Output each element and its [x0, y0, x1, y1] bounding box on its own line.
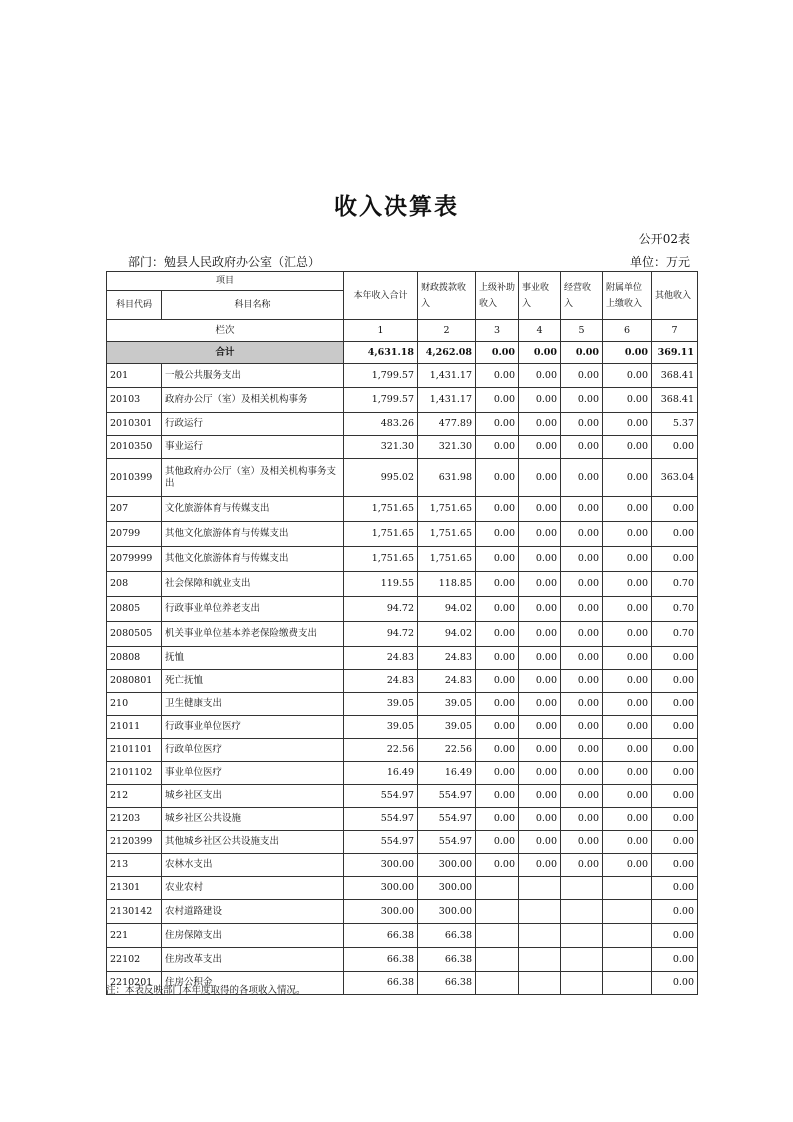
amount-cell: 0.00: [476, 739, 519, 762]
subject-name: 政府办公厅（室）及相关机构事务: [162, 388, 344, 413]
total-label: 合计: [107, 342, 344, 364]
amount-cell: 300.00: [418, 900, 476, 924]
amount-cell: 0.00: [519, 622, 561, 647]
amount-cell: 0.00: [652, 972, 698, 995]
amount-cell: 0.00: [652, 831, 698, 854]
amount-cell: 0.00: [603, 785, 652, 808]
subject-name: 住房公积金: [162, 972, 344, 995]
amount-cell: [561, 877, 603, 900]
table-row: [107, 785, 698, 808]
header-col4: 事业收入: [519, 272, 561, 320]
subject-name: 城乡社区公共设施: [162, 808, 344, 831]
amount-cell: 0.00: [652, 808, 698, 831]
amount-cell: 0.00: [561, 670, 603, 693]
amount-cell: 0.00: [603, 739, 652, 762]
amount-cell: [476, 877, 519, 900]
header-col2: 财政拨款收入: [418, 272, 476, 320]
amount-cell: 0.00: [603, 597, 652, 622]
amount-cell: 0.00: [476, 808, 519, 831]
amount-cell: 0.00: [603, 522, 652, 547]
amount-cell: 0.00: [519, 854, 561, 877]
amount-cell: 0.00: [476, 388, 519, 413]
total-value: 4,262.08: [418, 342, 476, 364]
total-value: 0.00: [561, 342, 603, 364]
amount-cell: 554.97: [344, 808, 418, 831]
amount-cell: 0.00: [561, 413, 603, 436]
amount-cell: 0.00: [561, 597, 603, 622]
amount-cell: 0.00: [603, 413, 652, 436]
amount-cell: 0.00: [519, 808, 561, 831]
amount-cell: 0.00: [603, 572, 652, 597]
amount-cell: 22.56: [344, 739, 418, 762]
lanci-label: 栏次: [107, 320, 344, 342]
amount-cell: 0.00: [652, 497, 698, 522]
amount-cell: 0.00: [476, 547, 519, 572]
amount-cell: 66.38: [418, 924, 476, 948]
amount-cell: 477.89: [418, 413, 476, 436]
amount-cell: 0.00: [652, 739, 698, 762]
amount-cell: 0.00: [603, 364, 652, 388]
amount-cell: 0.00: [519, 670, 561, 693]
lanci-1: 1: [344, 320, 418, 342]
amount-cell: 0.00: [652, 948, 698, 972]
amount-cell: 0.00: [652, 436, 698, 459]
page-title: 收入决算表: [334, 193, 459, 220]
amount-cell: 0.00: [561, 693, 603, 716]
total-value: 4,631.18: [344, 342, 418, 364]
amount-cell: [561, 924, 603, 948]
amount-cell: 300.00: [344, 854, 418, 877]
amount-cell: 66.38: [344, 924, 418, 948]
amount-cell: 0.00: [476, 762, 519, 785]
amount-cell: 0.00: [603, 854, 652, 877]
table-row: [107, 716, 698, 739]
amount-cell: 0.00: [476, 693, 519, 716]
amount-cell: 0.00: [476, 436, 519, 459]
table-row: [107, 547, 698, 572]
amount-cell: 0.00: [476, 670, 519, 693]
table-row: [107, 877, 698, 900]
amount-cell: 1,751.65: [344, 497, 418, 522]
amount-cell: 0.00: [476, 413, 519, 436]
subject-code: 2080505: [107, 622, 162, 647]
amount-cell: [476, 924, 519, 948]
subject-code: 210: [107, 693, 162, 716]
amount-cell: 0.00: [476, 716, 519, 739]
total-value: 0.00: [476, 342, 519, 364]
amount-cell: 0.00: [652, 785, 698, 808]
subject-name: 文化旅游体育与传媒支出: [162, 497, 344, 522]
subject-name: 抚恤: [162, 647, 344, 670]
amount-cell: 0.00: [603, 647, 652, 670]
amount-cell: 0.00: [603, 388, 652, 413]
subject-name: 一般公共服务支出: [162, 364, 344, 388]
table-number: 公开02表: [638, 232, 690, 246]
amount-cell: 0.00: [561, 854, 603, 877]
amount-cell: [603, 972, 652, 995]
subject-name: 其他城乡社区公共设施支出: [162, 831, 344, 854]
lanci-3: 3: [476, 320, 519, 342]
amount-cell: 0.00: [476, 831, 519, 854]
amount-cell: 1,751.65: [344, 522, 418, 547]
amount-cell: 368.41: [652, 388, 698, 413]
table-row: [107, 622, 698, 647]
amount-cell: 0.00: [561, 497, 603, 522]
amount-cell: 1,751.65: [418, 547, 476, 572]
subject-code: 2010301: [107, 413, 162, 436]
amount-cell: 39.05: [344, 693, 418, 716]
amount-cell: 0.00: [603, 459, 652, 497]
subject-code: 20805: [107, 597, 162, 622]
subject-code: 2120399: [107, 831, 162, 854]
amount-cell: 66.38: [418, 972, 476, 995]
subject-code: 21011: [107, 716, 162, 739]
amount-cell: 0.00: [476, 572, 519, 597]
amount-cell: 300.00: [418, 854, 476, 877]
table-row: [107, 948, 698, 972]
amount-cell: 0.00: [519, 388, 561, 413]
amount-cell: 1,751.65: [344, 547, 418, 572]
amount-cell: 94.02: [418, 597, 476, 622]
amount-cell: 0.00: [476, 459, 519, 497]
subject-name: 其他文化旅游体育与传媒支出: [162, 522, 344, 547]
total-value: 0.00: [519, 342, 561, 364]
amount-cell: 321.30: [344, 436, 418, 459]
amount-cell: 94.72: [344, 622, 418, 647]
table-row: [107, 413, 698, 436]
subject-code: 201: [107, 364, 162, 388]
table-row: [107, 522, 698, 547]
amount-cell: 1,799.57: [344, 388, 418, 413]
subject-code: 20799: [107, 522, 162, 547]
amount-cell: 0.00: [561, 459, 603, 497]
table-row: [107, 388, 698, 413]
amount-cell: [561, 948, 603, 972]
amount-cell: 0.70: [652, 622, 698, 647]
table-row: [107, 762, 698, 785]
amount-cell: 39.05: [418, 693, 476, 716]
amount-cell: 0.00: [519, 831, 561, 854]
amount-cell: 0.00: [561, 522, 603, 547]
header-name: 科目名称: [162, 291, 344, 320]
amount-cell: 0.00: [652, 900, 698, 924]
amount-cell: 0.00: [519, 497, 561, 522]
amount-cell: 16.49: [418, 762, 476, 785]
total-value: 369.11: [652, 342, 698, 364]
amount-cell: 300.00: [344, 877, 418, 900]
amount-cell: 0.00: [603, 762, 652, 785]
lanci-6: 6: [603, 320, 652, 342]
amount-cell: 1,751.65: [418, 497, 476, 522]
amount-cell: 0.00: [519, 647, 561, 670]
lanci-2: 2: [418, 320, 476, 342]
amount-cell: 363.04: [652, 459, 698, 497]
amount-cell: 631.98: [418, 459, 476, 497]
table-row: [107, 808, 698, 831]
table-row: [107, 854, 698, 877]
lanci-4: 4: [519, 320, 561, 342]
subject-name: 事业单位医疗: [162, 762, 344, 785]
amount-cell: 0.00: [652, 762, 698, 785]
amount-cell: 0.00: [519, 413, 561, 436]
amount-cell: [561, 900, 603, 924]
amount-cell: 24.83: [418, 647, 476, 670]
amount-cell: [519, 948, 561, 972]
amount-cell: 554.97: [418, 785, 476, 808]
amount-cell: 0.00: [652, 670, 698, 693]
subject-name: 住房保障支出: [162, 924, 344, 948]
table-row: [107, 497, 698, 522]
subject-name: 机关事业单位基本养老保险缴费支出: [162, 622, 344, 647]
amount-cell: 0.00: [519, 522, 561, 547]
amount-cell: 368.41: [652, 364, 698, 388]
amount-cell: 0.00: [519, 693, 561, 716]
header-code: 科目代码: [107, 291, 162, 320]
amount-cell: 300.00: [344, 900, 418, 924]
amount-cell: 0.00: [652, 547, 698, 572]
subject-code: 2010399: [107, 459, 162, 497]
amount-cell: 0.00: [652, 693, 698, 716]
amount-cell: 0.00: [603, 497, 652, 522]
subject-code: 207: [107, 497, 162, 522]
amount-cell: 0.00: [561, 716, 603, 739]
subject-code: 2101102: [107, 762, 162, 785]
amount-cell: 0.00: [561, 808, 603, 831]
table-row: [107, 597, 698, 622]
amount-cell: 0.00: [476, 647, 519, 670]
amount-cell: 66.38: [344, 948, 418, 972]
amount-cell: 483.26: [344, 413, 418, 436]
table-row: [107, 900, 698, 924]
amount-cell: 0.00: [476, 497, 519, 522]
amount-cell: [519, 972, 561, 995]
amount-cell: 0.00: [561, 388, 603, 413]
subject-code: 2130142: [107, 900, 162, 924]
amount-cell: 39.05: [418, 716, 476, 739]
amount-cell: 0.00: [561, 547, 603, 572]
amount-cell: [603, 924, 652, 948]
amount-cell: [519, 900, 561, 924]
amount-cell: 1,431.17: [418, 364, 476, 388]
amount-cell: [603, 877, 652, 900]
amount-cell: 94.02: [418, 622, 476, 647]
amount-cell: 300.00: [418, 877, 476, 900]
amount-cell: 24.83: [344, 647, 418, 670]
amount-cell: 554.97: [344, 785, 418, 808]
amount-cell: 554.97: [418, 808, 476, 831]
amount-cell: 0.00: [561, 572, 603, 597]
header-col7: 其他收入: [652, 272, 698, 320]
amount-cell: 22.56: [418, 739, 476, 762]
subject-name: 行政运行: [162, 413, 344, 436]
amount-cell: 24.83: [418, 670, 476, 693]
amount-cell: 0.00: [519, 597, 561, 622]
amount-cell: 0.00: [603, 670, 652, 693]
table-row: [107, 739, 698, 762]
subject-name: 卫生健康支出: [162, 693, 344, 716]
subject-code: 2210201: [107, 972, 162, 995]
amount-cell: 0.00: [561, 364, 603, 388]
amount-cell: 0.00: [476, 597, 519, 622]
subject-code: 2079999: [107, 547, 162, 572]
amount-cell: 0.00: [519, 762, 561, 785]
amount-cell: 0.00: [561, 831, 603, 854]
subject-name: 行政单位医疗: [162, 739, 344, 762]
amount-cell: 1,799.57: [344, 364, 418, 388]
lanci-5: 5: [561, 320, 603, 342]
subject-code: 20808: [107, 647, 162, 670]
table-row: [107, 924, 698, 948]
amount-cell: 995.02: [344, 459, 418, 497]
amount-cell: 554.97: [418, 831, 476, 854]
subject-name: 农村道路建设: [162, 900, 344, 924]
amount-cell: 0.00: [519, 785, 561, 808]
table-row: [107, 572, 698, 597]
header-col1: 本年收入合计: [344, 272, 418, 320]
header-row: [107, 272, 698, 291]
subject-name: 行政事业单位养老支出: [162, 597, 344, 622]
amount-cell: 0.00: [476, 785, 519, 808]
amount-cell: 0.00: [603, 622, 652, 647]
amount-cell: 0.00: [476, 622, 519, 647]
subject-name: 事业运行: [162, 436, 344, 459]
amount-cell: 0.00: [603, 436, 652, 459]
amount-cell: 0.00: [561, 436, 603, 459]
amount-cell: 0.00: [519, 547, 561, 572]
amount-cell: 0.00: [476, 522, 519, 547]
amount-cell: 5.37: [652, 413, 698, 436]
subject-code: 2080801: [107, 670, 162, 693]
subject-code: 21203: [107, 808, 162, 831]
subject-code: 208: [107, 572, 162, 597]
table-row: [107, 831, 698, 854]
table-row: [107, 647, 698, 670]
amount-cell: 0.70: [652, 597, 698, 622]
amount-cell: 554.97: [344, 831, 418, 854]
amount-cell: 39.05: [344, 716, 418, 739]
amount-cell: 66.38: [344, 972, 418, 995]
amount-cell: 0.00: [652, 877, 698, 900]
amount-cell: 0.00: [561, 785, 603, 808]
amount-cell: [476, 972, 519, 995]
header-col3: 上级补助收入: [476, 272, 519, 320]
amount-cell: 0.00: [603, 693, 652, 716]
total-row: [107, 342, 698, 364]
subject-name: 社会保障和就业支出: [162, 572, 344, 597]
amount-cell: 0.00: [561, 762, 603, 785]
table-row: [107, 364, 698, 388]
subject-name: 行政事业单位医疗: [162, 716, 344, 739]
amount-cell: 0.00: [476, 854, 519, 877]
subject-code: 22102: [107, 948, 162, 972]
amount-cell: 0.00: [561, 647, 603, 670]
subject-code: 2010350: [107, 436, 162, 459]
subject-code: 21301: [107, 877, 162, 900]
amount-cell: 0.00: [652, 647, 698, 670]
header-col6: 附属单位上缴收入: [603, 272, 652, 320]
amount-cell: [603, 900, 652, 924]
amount-cell: 0.00: [561, 622, 603, 647]
amount-cell: 0.00: [519, 436, 561, 459]
amount-cell: [476, 948, 519, 972]
amount-cell: 1,751.65: [418, 522, 476, 547]
income-table: [106, 271, 698, 995]
amount-cell: 0.00: [652, 522, 698, 547]
amount-cell: 0.00: [519, 716, 561, 739]
subject-name: 其他政府办公厅（室）及相关机构事务支出: [162, 459, 344, 497]
subject-code: 213: [107, 854, 162, 877]
table-row: [107, 693, 698, 716]
amount-cell: 119.55: [344, 572, 418, 597]
amount-cell: 66.38: [418, 948, 476, 972]
amount-cell: 94.72: [344, 597, 418, 622]
subject-name: 其他文化旅游体育与传媒支出: [162, 547, 344, 572]
amount-cell: 0.00: [603, 716, 652, 739]
amount-cell: 118.85: [418, 572, 476, 597]
header-col5: 经营收入: [561, 272, 603, 320]
amount-cell: [561, 972, 603, 995]
amount-cell: 0.00: [603, 808, 652, 831]
subject-name: 住房改革支出: [162, 948, 344, 972]
amount-cell: 0.70: [652, 572, 698, 597]
subject-code: 221: [107, 924, 162, 948]
lanci-row: [107, 320, 698, 342]
subject-name: 农业农村: [162, 877, 344, 900]
amount-cell: 1,431.17: [418, 388, 476, 413]
amount-cell: 0.00: [476, 364, 519, 388]
lanci-7: 7: [652, 320, 698, 342]
subject-name: 农林水支出: [162, 854, 344, 877]
subject-code: 2101101: [107, 739, 162, 762]
subject-name: 城乡社区支出: [162, 785, 344, 808]
footnote: 注：本表反映部门本年度取得的各项收入情况。: [106, 985, 306, 996]
amount-cell: 16.49: [344, 762, 418, 785]
table-row: [107, 436, 698, 459]
amount-cell: 0.00: [519, 739, 561, 762]
amount-cell: [603, 948, 652, 972]
subject-code: 212: [107, 785, 162, 808]
unit-label: 单位：万元: [629, 255, 690, 269]
amount-cell: 24.83: [344, 670, 418, 693]
amount-cell: 0.00: [652, 716, 698, 739]
department-label: 部门：勉县人民政府办公室（汇总）: [128, 255, 321, 269]
amount-cell: 0.00: [561, 739, 603, 762]
amount-cell: 0.00: [519, 364, 561, 388]
amount-cell: 0.00: [519, 459, 561, 497]
amount-cell: 0.00: [652, 924, 698, 948]
amount-cell: 0.00: [519, 572, 561, 597]
total-value: 0.00: [603, 342, 652, 364]
subject-code: 20103: [107, 388, 162, 413]
amount-cell: 321.30: [418, 436, 476, 459]
subject-name: 死亡抚恤: [162, 670, 344, 693]
table-row: [107, 670, 698, 693]
amount-cell: [519, 924, 561, 948]
amount-cell: [476, 900, 519, 924]
amount-cell: [519, 877, 561, 900]
amount-cell: 0.00: [603, 547, 652, 572]
amount-cell: 0.00: [652, 854, 698, 877]
amount-cell: 0.00: [603, 831, 652, 854]
table-row: [107, 459, 698, 497]
header-project: 项目: [107, 272, 344, 291]
